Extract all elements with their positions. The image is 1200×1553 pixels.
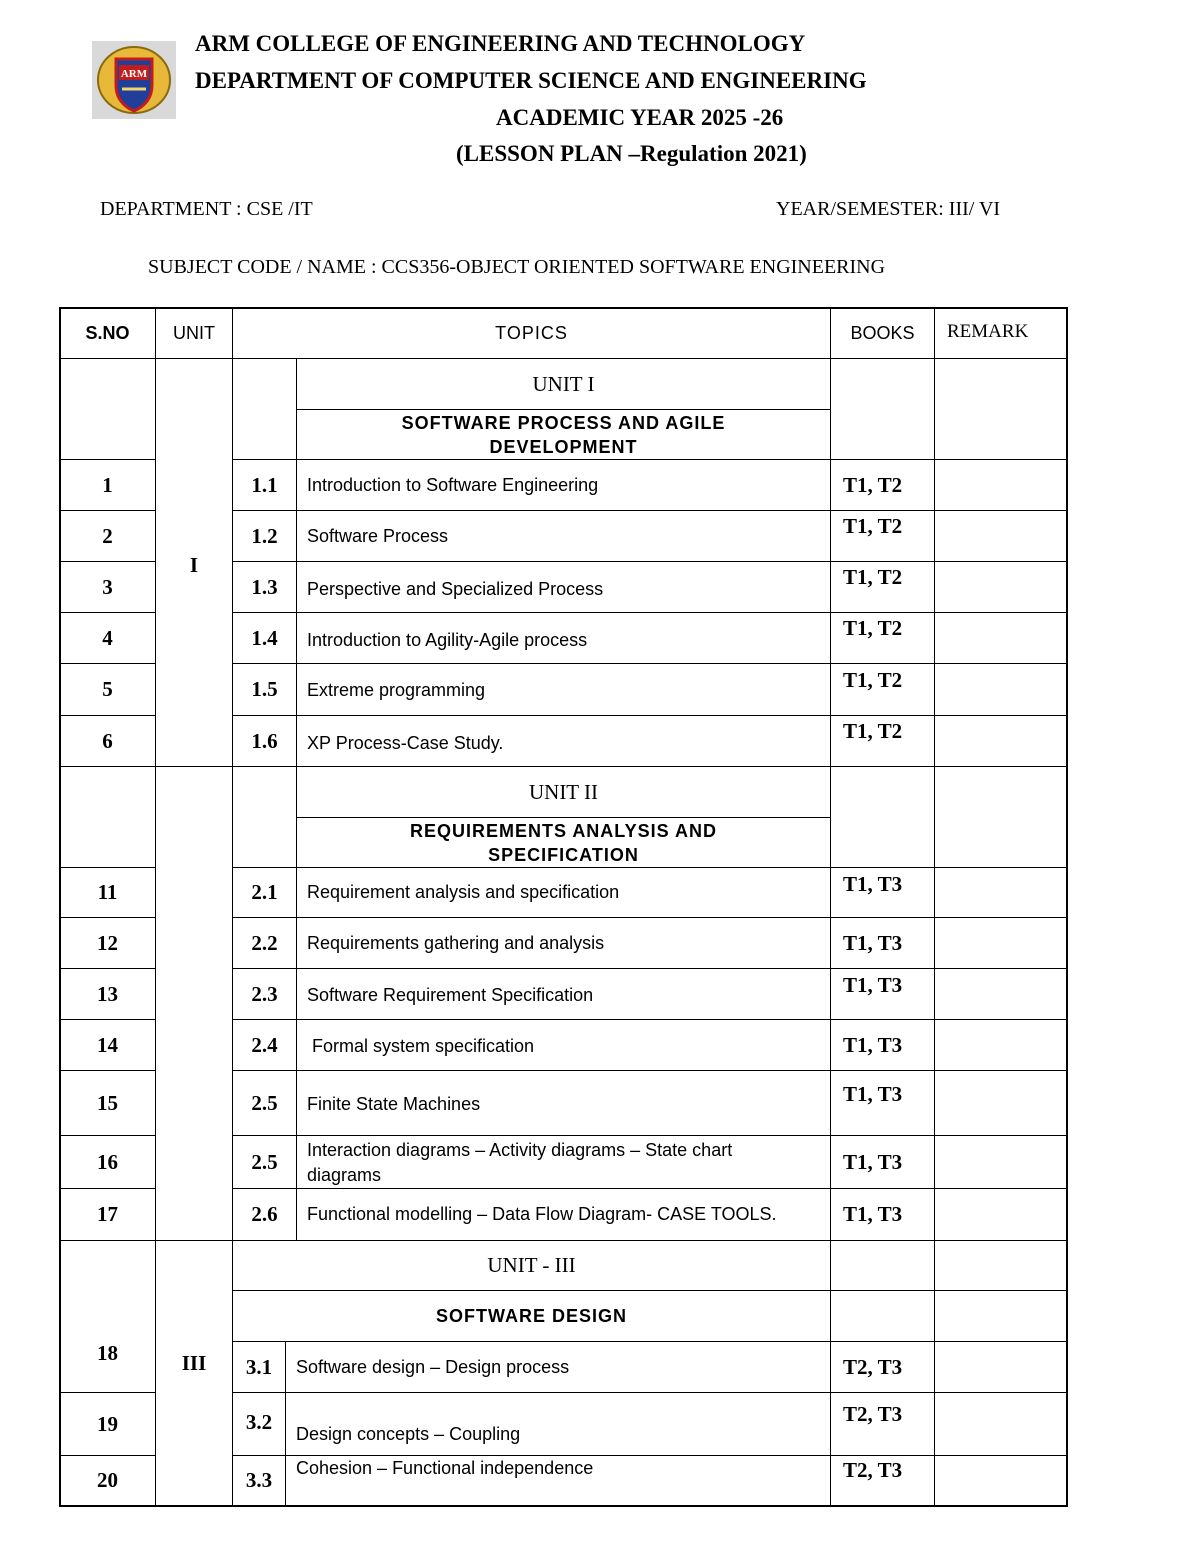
row-sno: 2 [102, 523, 113, 548]
row-code: 3.1 [245, 1354, 273, 1379]
row-topic: Requirements gathering and analysis [307, 932, 605, 953]
row-sno: 16 [97, 1149, 118, 1174]
row-books: T1, T3 [843, 1149, 903, 1174]
row-books: T1, T2 [843, 472, 903, 497]
row-code: 1.5 [251, 677, 278, 701]
row-topic-line1: Interaction diagrams – Activity diagrams – State chart [307, 1140, 733, 1160]
row-code: 2.1 [251, 880, 278, 904]
row-sno: 6 [102, 728, 113, 753]
header-unit: UNIT [173, 323, 215, 343]
row-code: 1.3 [251, 574, 278, 599]
college-crest-icon [92, 41, 176, 119]
row-code: 2.4 [251, 1032, 278, 1057]
row-sno: 11 [97, 880, 118, 904]
header-topics: TOPICS [495, 323, 568, 343]
row-sno: 3 [102, 574, 113, 599]
row-topic: Cohesion – Functional independence [296, 1458, 594, 1478]
row-topic: Finite State Machines [307, 1093, 481, 1114]
row-topic: Software design – Design process [296, 1356, 570, 1377]
department-label: DEPARTMENT : CSE /IT [100, 198, 313, 220]
row-books: T1, T2 [843, 616, 903, 640]
row-code: 2.2 [251, 930, 278, 955]
row-code: 3.2 [245, 1410, 273, 1434]
lesson-plan-title: (LESSON PLAN –Regulation 2021) [456, 141, 807, 166]
row-topic-line2: diagrams [307, 1165, 382, 1185]
row-books: T1, T3 [843, 872, 903, 896]
row-topic [307, 1138, 827, 1188]
unit1-subtitle-line2: DEVELOPMENT [489, 436, 638, 457]
row-code: 3.3 [245, 1468, 273, 1492]
row-books: T1, T2 [843, 565, 903, 589]
row-topic: Formal system specification [307, 1035, 535, 1056]
header-books: BOOKS [850, 323, 915, 343]
row-books: T2, T3 [843, 1402, 903, 1426]
row-topic: Design concepts – Coupling [296, 1423, 521, 1444]
row-topic: Software Process [307, 525, 449, 546]
row-books: T1, T2 [843, 668, 903, 692]
unit3-title: UNIT - III [487, 1253, 576, 1277]
subject-label: SUBJECT CODE / NAME : CCS356-OBJECT ORIENTED SOFTWARE ENGINEERING [148, 256, 886, 278]
row-code: 1.1 [251, 472, 278, 497]
college-name: ARM COLLEGE OF ENGINEERING AND TECHNOLOGY [195, 31, 806, 56]
row-sno: 1 [102, 472, 113, 497]
row-sno: 12 [97, 930, 118, 955]
header-remark: REMARK [947, 321, 1029, 342]
row-code: 2.6 [251, 1202, 278, 1226]
academic-year: ACADEMIC YEAR 2025 -26 [496, 105, 784, 130]
row-books: T1, T3 [843, 1202, 903, 1226]
row-books: T1, T2 [843, 514, 903, 538]
row-sno: 13 [97, 981, 118, 1006]
row-sno: 14 [97, 1032, 118, 1057]
row-topic: Software Requirement Specification [307, 984, 594, 1005]
department-title: DEPARTMENT OF COMPUTER SCIENCE AND ENGINEERING [195, 68, 867, 93]
row-topic: Introduction to Agility-Agile process [307, 629, 588, 650]
row-sno: 4 [102, 625, 113, 650]
row-sno: 19 [97, 1411, 118, 1436]
row-sno: 20 [97, 1468, 118, 1492]
row-sno: 17 [97, 1202, 118, 1226]
unit2-subtitle-line2: SPECIFICATION [488, 844, 639, 865]
row-code: 1.4 [251, 625, 278, 650]
row-code: 1.6 [251, 728, 278, 753]
row-sno: 18 [97, 1340, 118, 1365]
college-logo [92, 41, 176, 119]
row-topic: Introduction to Software Engineering [307, 474, 599, 495]
row-books: T1, T3 [843, 1032, 903, 1057]
unit2-subtitle [297, 818, 830, 867]
row-sno: 5 [102, 677, 113, 701]
row-topic: Functional modelling – Data Flow Diagram- CASE TOOLS. [307, 1204, 777, 1224]
row-code: 1.2 [251, 523, 278, 548]
row-books: T2, T3 [843, 1458, 903, 1482]
header-sno: S.NO [85, 323, 130, 343]
row-topic: Perspective and Specialized Process [307, 578, 604, 599]
unit1-subtitle [297, 410, 830, 459]
unit2-title: UNIT II [528, 779, 598, 804]
row-code: 2.5 [251, 1090, 278, 1115]
row-topic: Requirement analysis and specification [307, 882, 620, 902]
unit1-title: UNIT I [532, 371, 595, 396]
row-topic: XP Process-Case Study. [307, 732, 504, 753]
row-books: T1, T3 [843, 973, 903, 997]
logo-text: ARM [120, 68, 148, 80]
row-topic: Extreme programming [307, 680, 486, 700]
row-books: T2, T3 [843, 1354, 903, 1379]
unit3-subtitle: SOFTWARE DESIGN [435, 1305, 627, 1326]
row-books: T1, T3 [843, 1082, 903, 1106]
row-books: T1, T3 [843, 930, 903, 955]
unit2-subtitle-line1: REQUIREMENTS ANALYSIS AND [409, 820, 718, 841]
row-code: 2.5 [251, 1149, 278, 1174]
row-code: 2.3 [251, 981, 278, 1006]
row-sno: 15 [97, 1090, 118, 1115]
row-books: T1, T2 [843, 719, 903, 743]
year-semester-label: YEAR/SEMESTER: III/ VI [776, 198, 1001, 220]
unit1-subtitle-line1: SOFTWARE PROCESS AND AGILE [401, 412, 726, 433]
unit1-roman: I [189, 552, 199, 577]
unit3-roman: III [181, 1350, 207, 1375]
